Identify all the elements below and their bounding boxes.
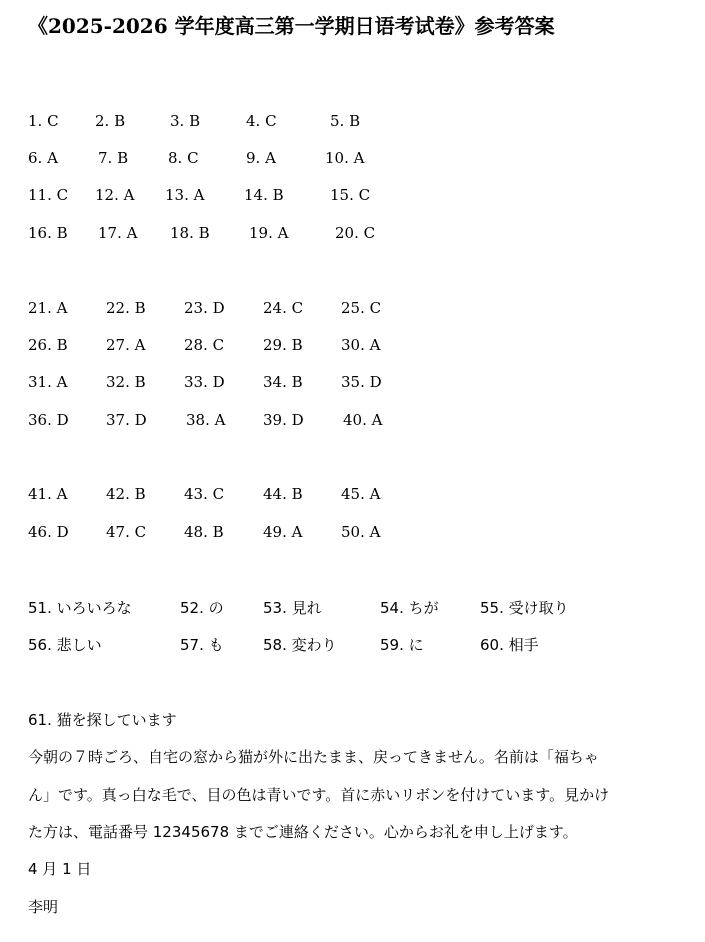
- answer-item: 31. A: [28, 373, 68, 391]
- answer-item: 30. A: [341, 336, 381, 354]
- answer-item: 38. A: [186, 411, 226, 429]
- answer-item: 58. 変わり: [263, 636, 337, 654]
- answer-item: 26. B: [28, 336, 68, 354]
- answer-item: 21. A: [28, 299, 68, 317]
- answer-item: 40. A: [343, 411, 383, 429]
- answer-item: 27. A: [106, 336, 146, 354]
- answer-item: 7. B: [98, 149, 129, 167]
- answer-item: 47. C: [106, 523, 147, 541]
- answer-item: 29. B: [263, 336, 303, 354]
- answer-item: 20. C: [335, 224, 376, 242]
- answer-item: 34. B: [263, 373, 303, 391]
- answer-item: 23. D: [184, 299, 225, 317]
- answer-item: 59. に: [380, 636, 424, 654]
- composition-line: た方は、電話番号 12345678 までご連絡ください。心からお礼を申し上げます。: [28, 823, 578, 841]
- answer-item: 41. A: [28, 485, 68, 503]
- answer-item: 24. C: [263, 299, 304, 317]
- answer-item: 48. B: [184, 523, 224, 541]
- answer-item: 54. ちが: [380, 599, 439, 617]
- answer-item: 19. A: [249, 224, 289, 242]
- answer-item: 33. D: [184, 373, 225, 391]
- answer-item: 1. C: [28, 112, 59, 130]
- answer-item: 6. A: [28, 149, 58, 167]
- answer-item: 50. A: [341, 523, 381, 541]
- answer-item: 18. B: [170, 224, 210, 242]
- answer-item: 13. A: [165, 186, 205, 204]
- answer-item: 3. B: [170, 112, 201, 130]
- composition-line: ん」です。真っ白な毛で、目の色は青いです。首に赤いリボンを付けています。見かけ: [28, 786, 610, 804]
- answer-item: 52. の: [180, 599, 224, 617]
- answer-item: 10. A: [325, 149, 365, 167]
- composition-heading: 61. 猫を探しています: [28, 711, 177, 729]
- answer-item: 44. B: [263, 485, 303, 503]
- answer-item: 14. B: [244, 186, 284, 204]
- answer-item: 53. 見れ: [263, 599, 322, 617]
- answer-item: 46. D: [28, 523, 69, 541]
- answer-item: 39. D: [263, 411, 304, 429]
- answer-item: 9. A: [246, 149, 276, 167]
- answer-item: 25. C: [341, 299, 382, 317]
- answer-item: 12. A: [95, 186, 135, 204]
- answer-item: 16. B: [28, 224, 68, 242]
- answer-item: 8. C: [168, 149, 199, 167]
- answer-item: 55. 受け取り: [480, 599, 569, 617]
- answer-item: 45. A: [341, 485, 381, 503]
- answer-item: 42. B: [106, 485, 146, 503]
- answer-item: 49. A: [263, 523, 303, 541]
- answer-item: 11. C: [28, 186, 69, 204]
- answer-item: 4. C: [246, 112, 277, 130]
- composition-signature: 李明: [28, 898, 59, 916]
- composition-line: 今朝の７時ごろ、自宅の窓から猫が外に出たまま、戻ってきません。名前は「福ちゃ: [28, 748, 599, 766]
- answer-item: 36. D: [28, 411, 69, 429]
- answer-item: 51. いろいろな: [28, 599, 132, 617]
- answer-item: 2. B: [95, 112, 126, 130]
- answer-item: 57. も: [180, 636, 224, 654]
- answer-item: 35. D: [341, 373, 382, 391]
- answer-item: 5. B: [330, 112, 361, 130]
- answer-item: 15. C: [330, 186, 371, 204]
- page-title: 《2025-2026 学年度高三第一学期日语考试卷》参考答案: [28, 14, 555, 38]
- answer-item: 22. B: [106, 299, 146, 317]
- answer-item: 56. 悲しい: [28, 636, 102, 654]
- answer-item: 28. C: [184, 336, 225, 354]
- answer-item: 32. B: [106, 373, 146, 391]
- answer-item: 60. 相手: [480, 636, 539, 654]
- answer-item: 43. C: [184, 485, 225, 503]
- composition-date: 4 月 1 日: [28, 860, 92, 878]
- answer-item: 37. D: [106, 411, 147, 429]
- answer-item: 17. A: [98, 224, 138, 242]
